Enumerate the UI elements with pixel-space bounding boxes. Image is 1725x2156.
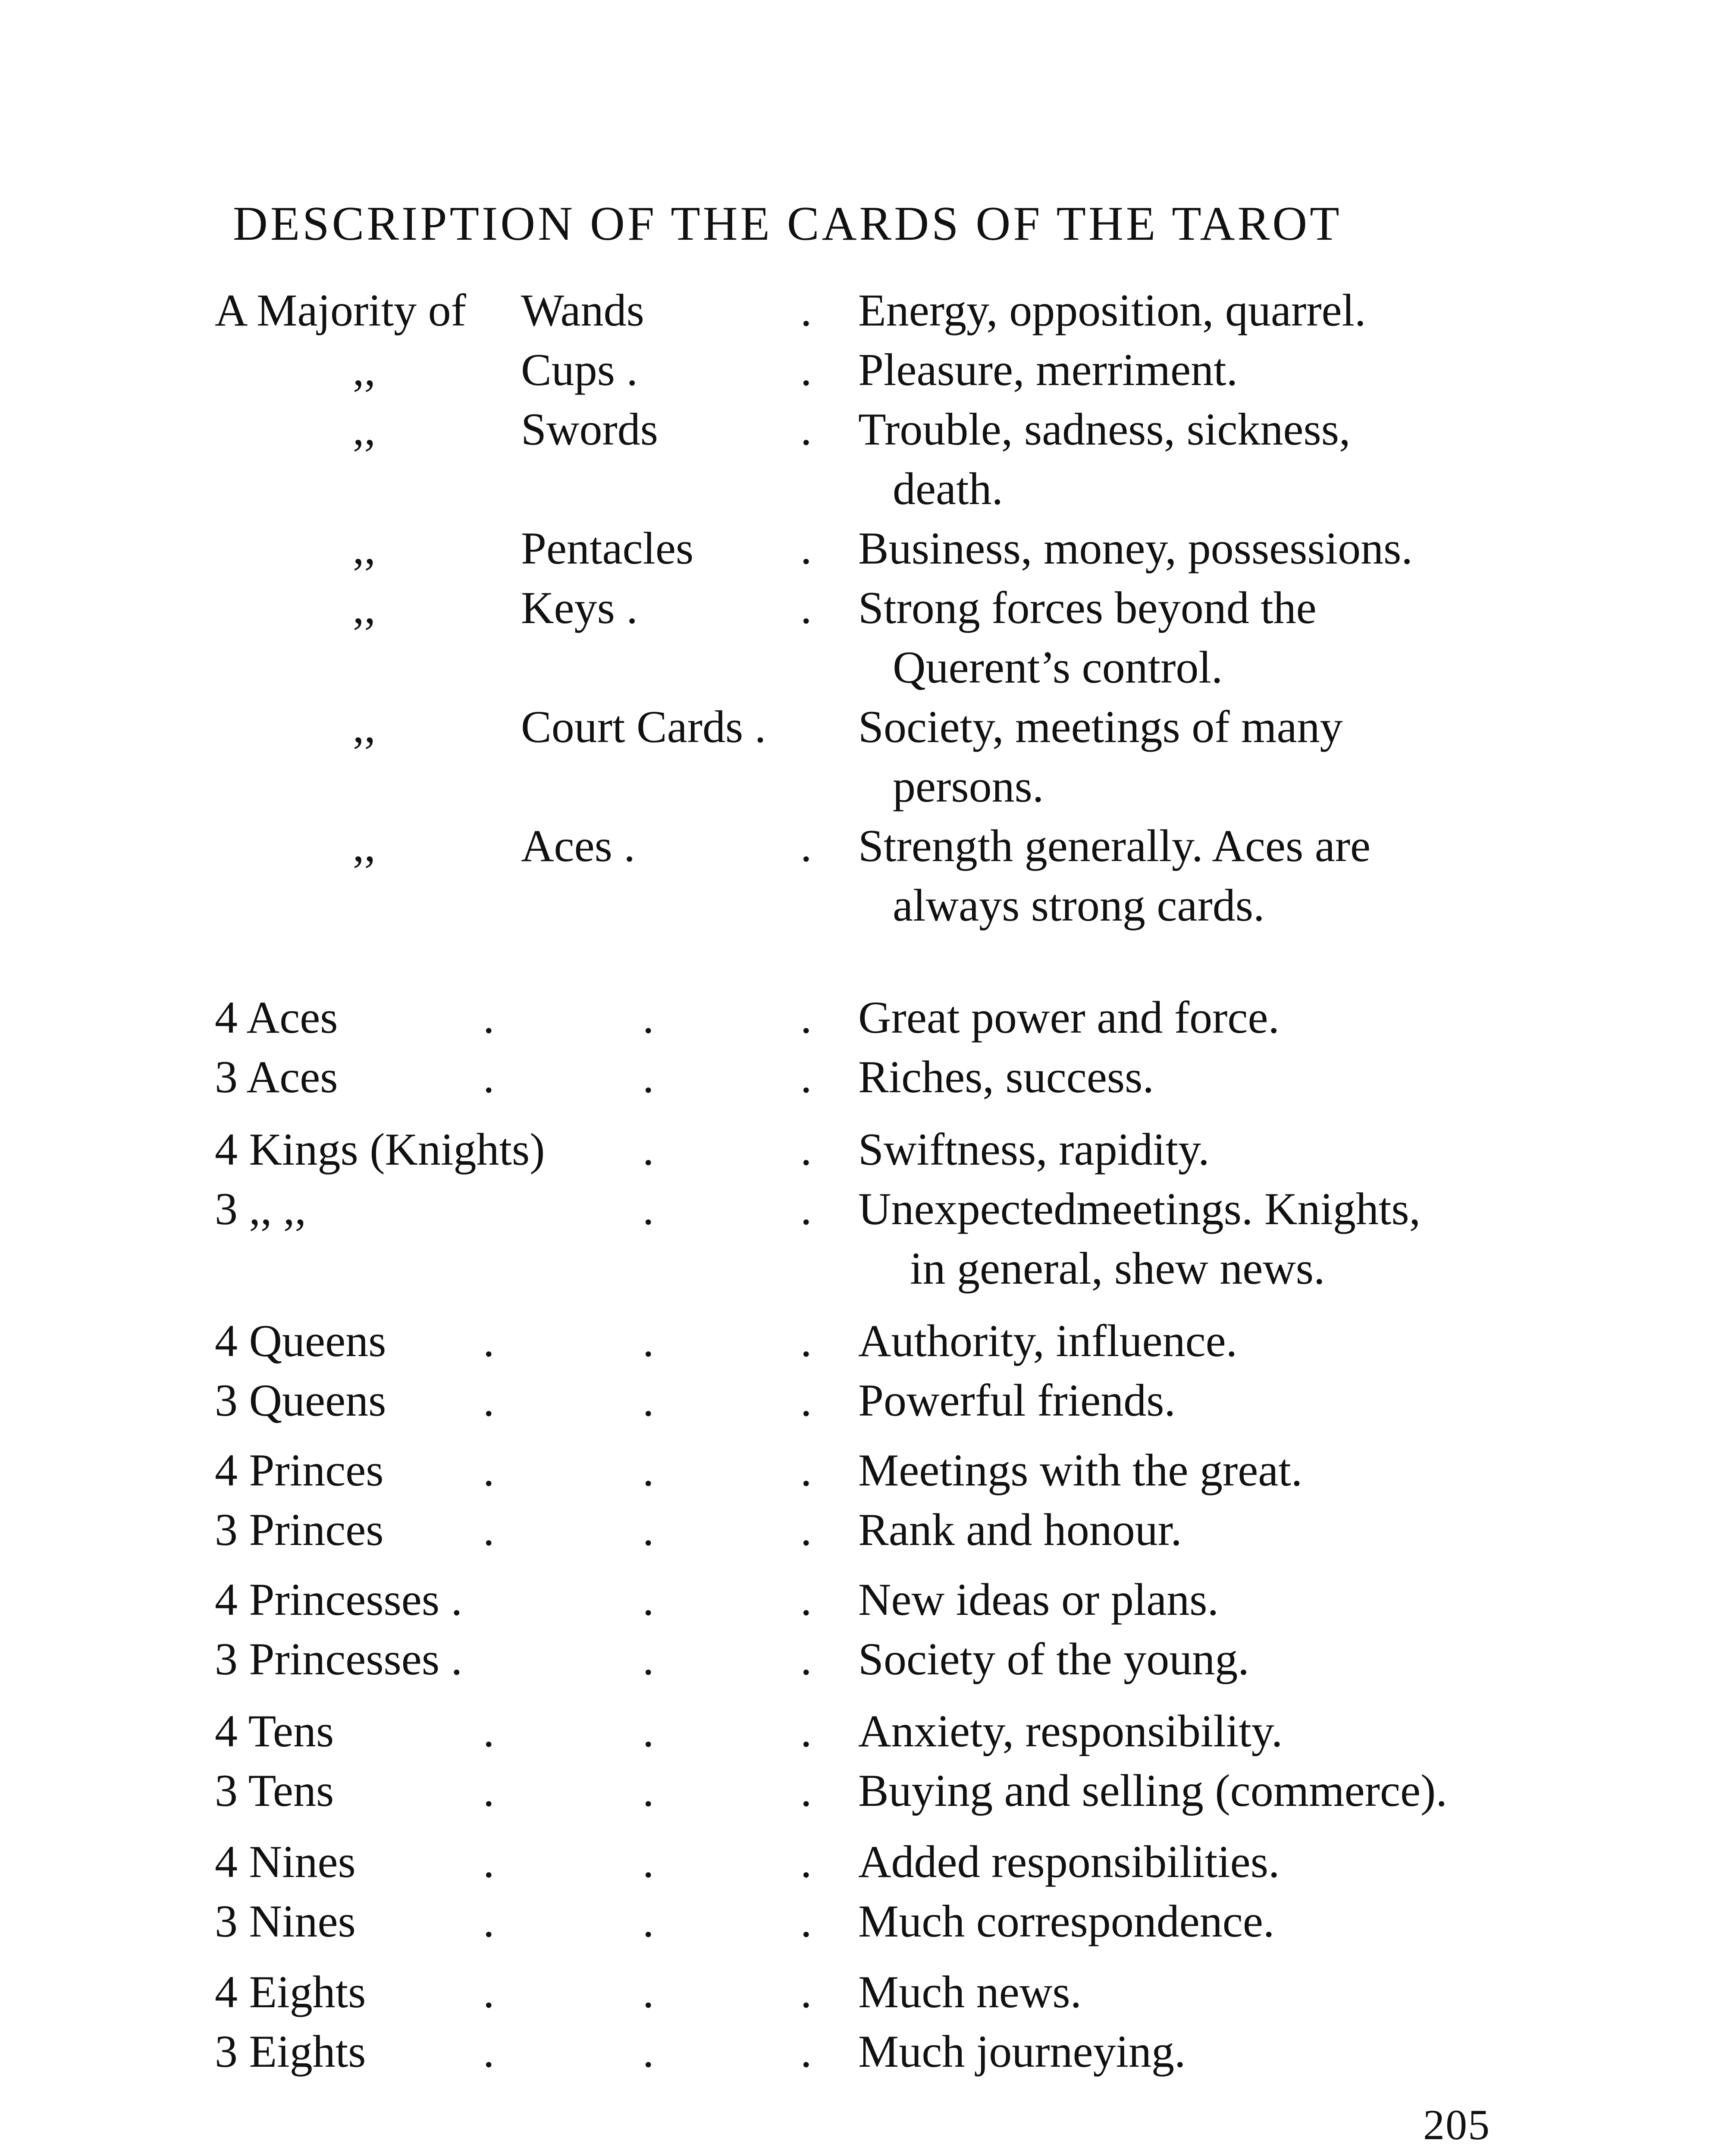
count-label: 3 ,, ,, bbox=[215, 1184, 306, 1234]
count-row bbox=[0, 1705, 1725, 1757]
count-label: 4 Tens bbox=[215, 1706, 334, 1756]
page-heading: DESCRIPTION OF THE CARDS OF THE TAROT bbox=[233, 197, 1342, 251]
meaning-text: Anxiety, responsibility. bbox=[858, 1706, 1283, 1756]
count-label: 3 Princesses . bbox=[215, 1634, 463, 1684]
meaning-text: Buying and selling (commerce). bbox=[858, 1765, 1447, 1816]
leader-dot: . bbox=[800, 1124, 812, 1175]
leader-dot: . bbox=[643, 1836, 654, 1887]
majority-row bbox=[0, 285, 1725, 336]
count-label: 3 Eights bbox=[215, 2026, 366, 2077]
meaning-continuation: in general, shew news. bbox=[910, 1243, 1325, 1294]
meaning-text: Much journeying. bbox=[858, 2026, 1186, 2077]
meaning-text: Business, money, possessions. bbox=[858, 523, 1413, 573]
suit-label: Aces . bbox=[521, 821, 635, 871]
leader-dot: . bbox=[800, 285, 812, 335]
leader-dot: . bbox=[643, 1967, 654, 2017]
ditto-mark: ,, bbox=[353, 523, 376, 573]
leader-dot: . bbox=[643, 1316, 654, 1366]
majority-row bbox=[0, 701, 1725, 753]
count-row bbox=[0, 1574, 1725, 1626]
leader-dot: . bbox=[483, 1375, 495, 1426]
leader-dot: . bbox=[483, 1706, 495, 1756]
leader-dot: . bbox=[800, 1765, 812, 1816]
leader-dot: . bbox=[643, 1184, 654, 1234]
suit-label: Cups . bbox=[521, 345, 638, 395]
page-number: 205 bbox=[1423, 2101, 1490, 2149]
leader-dot: . bbox=[643, 1765, 654, 1816]
leader-dot: . bbox=[800, 1504, 812, 1555]
count-label: 3 Princes bbox=[215, 1504, 384, 1555]
majority-row bbox=[0, 344, 1725, 396]
leader-dot: . bbox=[800, 1896, 812, 1946]
suit-label: Court Cards . bbox=[521, 702, 766, 752]
majority-row bbox=[0, 523, 1725, 574]
count-row bbox=[0, 2026, 1725, 2078]
count-label: 3 Queens bbox=[215, 1375, 386, 1426]
count-label: 4 Nines bbox=[215, 1836, 356, 1887]
meaning-text: Rank and honour. bbox=[858, 1504, 1182, 1555]
majority-row bbox=[0, 582, 1725, 634]
meaning-text: Pleasure, merriment. bbox=[858, 345, 1238, 395]
count-label: 3 Tens bbox=[215, 1765, 334, 1816]
meaning-text: Swiftness, rapidity. bbox=[858, 1124, 1210, 1175]
count-row bbox=[0, 1504, 1725, 1556]
meaning-text: Society of the young. bbox=[858, 1634, 1249, 1684]
leader-dot: . bbox=[800, 1574, 812, 1625]
leader-dot: . bbox=[643, 1375, 654, 1426]
leader-dot: . bbox=[800, 583, 812, 633]
leader-dot: . bbox=[800, 523, 812, 573]
count-row bbox=[0, 1896, 1725, 1947]
leader-dot: . bbox=[483, 1896, 495, 1946]
meaning-continuation: persons. bbox=[893, 761, 1044, 812]
leader-dot: . bbox=[800, 2026, 812, 2077]
majority-row bbox=[0, 404, 1725, 455]
meaning-text: Society, meetings of many bbox=[858, 702, 1343, 752]
leader-dot: . bbox=[643, 1896, 654, 1946]
leader-dot: . bbox=[483, 1967, 495, 2017]
count-row bbox=[0, 1315, 1725, 1367]
meaning-text: Strong forces beyond the bbox=[858, 583, 1317, 633]
leader-dot: . bbox=[800, 1634, 812, 1684]
count-label: 3 Nines bbox=[215, 1896, 356, 1946]
leader-dot: . bbox=[800, 821, 812, 871]
meaning-text: Much correspondence. bbox=[858, 1896, 1275, 1946]
meaning-text: Powerful friends. bbox=[858, 1375, 1176, 1426]
count-label: 4 Eights bbox=[215, 1967, 366, 2017]
leader-dot: . bbox=[800, 1375, 812, 1426]
meaning-text: Energy, opposition, quarrel. bbox=[858, 285, 1366, 335]
meaning-continuation: Querent’s control. bbox=[893, 642, 1223, 693]
majority-row bbox=[0, 820, 1725, 872]
leader-dot: . bbox=[800, 1836, 812, 1887]
leader-dot: . bbox=[800, 992, 812, 1043]
meaning-text: Great power and force. bbox=[858, 992, 1280, 1043]
meaning-text: Added responsibilities. bbox=[858, 1836, 1280, 1887]
leader-dot: . bbox=[643, 992, 654, 1043]
suit-label: Keys . bbox=[521, 583, 638, 633]
leader-dot: . bbox=[800, 1052, 812, 1102]
leader-dot: . bbox=[643, 1052, 654, 1102]
meaning-text: New ideas or plans. bbox=[858, 1574, 1219, 1625]
count-row bbox=[0, 992, 1725, 1044]
leader-dot: . bbox=[643, 1706, 654, 1756]
leader-dot: . bbox=[483, 1316, 495, 1366]
count-row bbox=[0, 1124, 1725, 1175]
count-label: 4 Princesses . bbox=[215, 1574, 463, 1625]
leader-dot: . bbox=[483, 2026, 495, 2077]
count-row bbox=[0, 1183, 1725, 1235]
meaning-text: Strength generally. Aces are bbox=[858, 821, 1371, 871]
leader-dot: . bbox=[643, 2026, 654, 2077]
count-label: 4 Princes bbox=[215, 1445, 384, 1495]
count-row bbox=[0, 1445, 1725, 1496]
ditto-mark: ,, bbox=[353, 583, 376, 633]
suit-label: Swords bbox=[521, 404, 659, 454]
meaning-text: Much news. bbox=[858, 1967, 1082, 2017]
ditto-mark: ,, bbox=[353, 821, 376, 871]
count-row bbox=[0, 1836, 1725, 1888]
leader-dot: . bbox=[643, 1445, 654, 1495]
count-row bbox=[0, 1633, 1725, 1685]
meaning-text: Unexpectedmeetings. Knights, bbox=[858, 1184, 1421, 1234]
meaning-text: Authority, influence. bbox=[858, 1316, 1238, 1366]
leader-dot: . bbox=[800, 1967, 812, 2017]
leader-dot: . bbox=[800, 404, 812, 454]
meaning-continuation: always strong cards. bbox=[893, 880, 1265, 931]
suit-label: Wands bbox=[521, 285, 644, 335]
count-label: 4 Kings (Knights) bbox=[215, 1124, 545, 1175]
count-row bbox=[0, 1375, 1725, 1426]
leader-dot: . bbox=[483, 992, 495, 1043]
meaning-text: Riches, success. bbox=[858, 1052, 1154, 1102]
leader-dot: . bbox=[800, 1445, 812, 1495]
leader-dot: . bbox=[483, 1765, 495, 1816]
leader-dot: . bbox=[483, 1445, 495, 1495]
leader-dot: . bbox=[800, 1706, 812, 1756]
meaning-continuation: death. bbox=[893, 464, 1004, 514]
count-label: 4 Aces bbox=[215, 992, 338, 1043]
meaning-text: Meetings with the great. bbox=[858, 1445, 1303, 1495]
suit-label: Pentacles bbox=[521, 523, 694, 573]
leader-dot: . bbox=[483, 1836, 495, 1887]
ditto-mark: ,, bbox=[353, 345, 376, 395]
leader-dot: . bbox=[643, 1504, 654, 1555]
leader-dot: . bbox=[483, 1052, 495, 1102]
count-row bbox=[0, 1966, 1725, 2018]
count-row bbox=[0, 1051, 1725, 1103]
leader-dot: . bbox=[483, 1504, 495, 1555]
majority-prefix: A Majority of bbox=[215, 285, 466, 335]
leader-dot: . bbox=[643, 1124, 654, 1175]
leader-dot: . bbox=[643, 1574, 654, 1625]
ditto-mark: ,, bbox=[353, 404, 376, 454]
leader-dot: . bbox=[643, 1634, 654, 1684]
leader-dot: . bbox=[800, 345, 812, 395]
leader-dot: . bbox=[800, 1184, 812, 1234]
leader-dot: . bbox=[800, 1316, 812, 1366]
ditto-mark: ,, bbox=[353, 702, 376, 752]
count-row bbox=[0, 1765, 1725, 1817]
meaning-text: Trouble, sadness, sickness, bbox=[858, 404, 1351, 454]
count-label: 3 Aces bbox=[215, 1052, 338, 1102]
count-label: 4 Queens bbox=[215, 1316, 386, 1366]
